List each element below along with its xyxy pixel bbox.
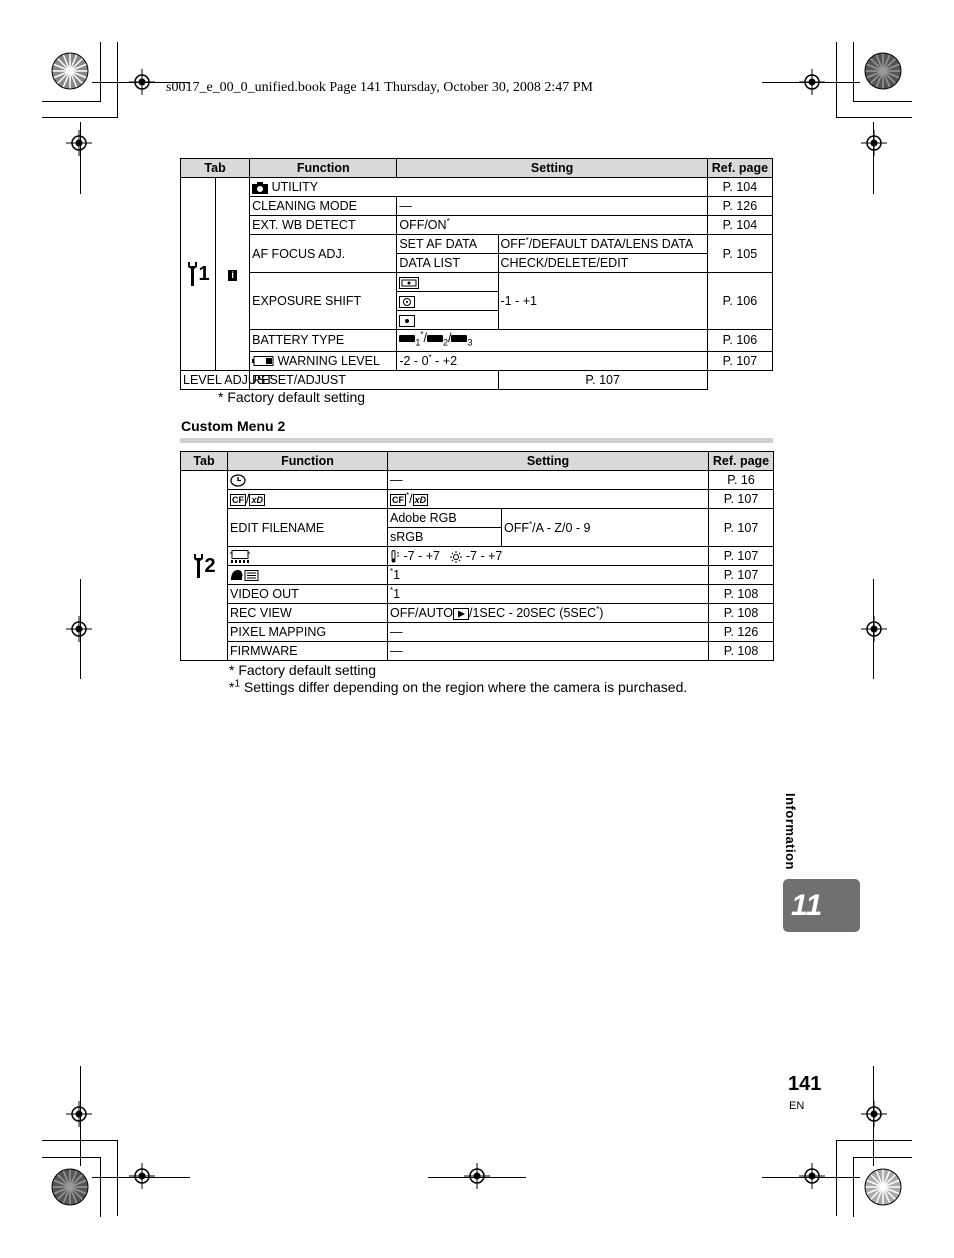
crop-mark	[42, 117, 118, 118]
setting-cell	[397, 216, 708, 235]
battery-warning-icon	[252, 356, 274, 366]
page-language: EN	[789, 1100, 805, 1112]
function-cell: REC VIEW	[228, 604, 388, 623]
section-rule	[180, 438, 773, 443]
default-asterisk: *	[390, 585, 394, 595]
sub-function-cell: SET AF DATA	[397, 235, 498, 254]
setting-text: -7 - +7	[465, 549, 503, 563]
registration-mark	[861, 130, 887, 156]
battery-icon	[427, 335, 443, 342]
sub-function-cell: sRGB	[388, 528, 502, 547]
sun-icon	[450, 551, 462, 563]
monitor-adjust-icon	[230, 550, 250, 563]
table-row	[181, 273, 773, 292]
battery-icon	[399, 335, 415, 342]
function-cell	[228, 566, 388, 585]
function-cell: PIXEL MAPPING	[228, 623, 388, 642]
default-asterisk: *	[406, 490, 410, 500]
wrench-icon	[192, 553, 204, 579]
registration-mark	[66, 1101, 92, 1127]
col-header-setting: Setting	[397, 159, 708, 178]
crop-mark	[836, 42, 837, 118]
default-asterisk: *	[390, 566, 394, 576]
function-cell: FIRMWARE	[228, 642, 388, 661]
xd-card-icon: xD	[251, 494, 263, 505]
crop-mark	[428, 1177, 526, 1178]
ref-page: P. 104	[707, 216, 772, 235]
info-icon: i	[228, 270, 237, 281]
camera-icon	[252, 182, 268, 194]
table-row	[181, 216, 773, 235]
center-weighted-metering-icon	[399, 296, 415, 308]
crop-mark	[836, 117, 912, 118]
ref-page: P. 108	[709, 642, 774, 661]
setting-text: /DEFAULT DATA/LENS DATA	[528, 237, 694, 251]
subtab-cell	[216, 178, 250, 371]
function-cell	[250, 351, 397, 370]
page-number: 141	[788, 1073, 822, 1095]
battery-sub: 1	[415, 337, 421, 348]
table-header-row	[181, 452, 774, 471]
function-text: WARNING LEVEL	[277, 353, 380, 368]
table-row	[181, 471, 774, 490]
registration-mark	[799, 1163, 825, 1189]
spot-metering-icon	[399, 315, 415, 327]
ref-page: P. 107	[709, 490, 774, 509]
footnote-mark: *	[229, 679, 235, 695]
crop-mark	[873, 1066, 874, 1166]
registration-mark	[66, 130, 92, 156]
ref-page: P. 16	[709, 471, 774, 490]
table-row	[181, 623, 774, 642]
language-icon	[230, 569, 260, 582]
registration-mark	[861, 616, 887, 642]
color-wheel-mark	[50, 1167, 90, 1207]
default-asterisk: *	[525, 235, 529, 245]
ref-page: P. 107	[709, 547, 774, 566]
setting-cell	[397, 351, 708, 370]
function-cell: EXT. WB DETECT	[250, 216, 397, 235]
setting-text: OFF/AUTO	[390, 606, 453, 620]
default-asterisk: *	[428, 352, 432, 362]
ref-page: P. 106	[707, 330, 772, 352]
crop-mark	[42, 101, 100, 102]
battery-sub: 2	[442, 337, 448, 348]
chapter-number: 11	[791, 888, 823, 922]
chapter-side-label: Information	[783, 793, 798, 870]
battery-sub: 3	[467, 337, 473, 348]
print-header: s0017_e_00_0_unified.book Page 141 Thursday, October 30, 2008 2:47 PM	[166, 80, 593, 95]
setting-cell: $_1$*/ $_2$/ $_3$	[397, 330, 708, 352]
registration-mark	[129, 1163, 155, 1189]
ref-page: P. 107	[498, 370, 707, 389]
cf-card-icon: CF	[392, 494, 404, 505]
setting-text: /1SEC - 20SEC (5SEC	[468, 606, 597, 620]
setting-text: )	[599, 606, 604, 620]
table-row	[181, 370, 773, 389]
col-header-setting: Setting	[388, 452, 709, 471]
function-cell: CLEANING MODE	[250, 197, 397, 216]
clock-icon	[230, 474, 246, 487]
col-header-tab: Tab	[181, 159, 250, 178]
thermometer-icon	[390, 550, 400, 563]
col-header-ref: Ref. page	[709, 452, 774, 471]
ref-page: P. 106	[707, 273, 772, 330]
tab-number: 1	[198, 262, 210, 285]
metering-center-cell	[397, 292, 498, 311]
ref-page: P. 108	[709, 585, 774, 604]
playback-icon	[453, 608, 469, 620]
default-asterisk: *	[596, 604, 600, 614]
esp-metering-icon	[399, 277, 419, 289]
default-asterisk: *	[420, 329, 424, 339]
table-row	[181, 642, 774, 661]
function-cell: EDIT FILENAME	[228, 509, 388, 547]
ref-page: P. 107	[707, 351, 772, 370]
crop-mark	[873, 122, 874, 194]
tab-cell	[181, 471, 228, 661]
sub-function-cell: Adobe RGB	[388, 509, 502, 528]
utility-function-cell	[250, 178, 708, 197]
function-cell	[228, 471, 388, 490]
cf-card-icon: CF	[232, 494, 244, 505]
crop-mark	[92, 1177, 190, 1178]
crop-mark	[853, 1157, 854, 1217]
chapter-tab	[783, 879, 860, 932]
color-wheel-mark	[50, 51, 90, 91]
crop-mark	[854, 1157, 912, 1158]
default-asterisk: *	[529, 519, 533, 529]
setting-text: OFF	[504, 520, 529, 535]
ref-page: P. 126	[709, 623, 774, 642]
col-header-function: Function	[228, 452, 388, 471]
ref-page: P. 107	[709, 509, 774, 547]
setting-cell	[502, 509, 709, 547]
footnote-text: Settings differ depending on the region where the camera is purchased.	[240, 679, 688, 695]
custom-menu-1-table	[180, 158, 773, 390]
metering-spot-cell	[397, 311, 498, 330]
function-cell: CF / xD	[228, 490, 388, 509]
ref-page: P. 105	[707, 235, 772, 273]
function-cell: AF FOCUS ADJ.	[250, 235, 397, 273]
setting-text: -7 - +7	[403, 549, 440, 563]
setting-text: OFF/ON	[399, 218, 447, 232]
table-row	[181, 490, 774, 509]
footnote-region	[229, 679, 687, 695]
setting-cell: RESET/ADJUST	[250, 370, 498, 389]
crop-mark	[853, 42, 854, 102]
col-header-ref: Ref. page	[707, 159, 772, 178]
setting-cell: CHECK/DELETE/EDIT	[498, 254, 707, 273]
setting-cell: —	[388, 623, 709, 642]
setting-text: 1	[393, 587, 401, 601]
metering-esp-cell	[397, 273, 498, 292]
crop-mark	[873, 579, 874, 679]
col-header-function: Function	[250, 159, 397, 178]
utility-label: UTILITY	[271, 180, 319, 194]
sub-function-cell: DATA LIST	[397, 254, 498, 273]
crop-mark	[836, 1140, 912, 1141]
crop-mark	[100, 42, 101, 102]
xd-card-icon: xD	[414, 494, 427, 505]
ref-page: P. 108	[709, 604, 774, 623]
section-title: Custom Menu 2	[181, 418, 286, 434]
function-cell: VIDEO OUT	[228, 585, 388, 604]
crop-mark	[854, 101, 912, 102]
table-row	[181, 178, 773, 197]
setting-cell: —	[397, 197, 708, 216]
table-header-row	[181, 159, 773, 178]
registration-mark	[66, 616, 92, 642]
table-row	[181, 351, 773, 370]
crop-mark	[42, 1157, 100, 1158]
color-wheel-mark	[863, 1167, 903, 1207]
table-row	[181, 547, 774, 566]
ref-page: P. 104	[707, 178, 772, 197]
crop-mark	[117, 1140, 118, 1216]
setting-cell: CF */ xD	[388, 490, 709, 509]
table-row	[181, 509, 774, 528]
crop-mark	[117, 42, 118, 118]
tab-number: 2	[204, 554, 216, 577]
crop-mark	[762, 82, 860, 83]
crop-mark	[762, 1177, 860, 1178]
setting-text: 1	[393, 568, 401, 582]
default-asterisk: *	[446, 216, 450, 226]
function-cell: EXPOSURE SHIFT	[250, 273, 397, 330]
crop-mark	[100, 1157, 101, 1217]
crop-mark	[80, 122, 81, 194]
tab-cell	[181, 178, 216, 371]
crop-mark	[80, 1066, 81, 1166]
setting-cell	[388, 585, 709, 604]
function-cell: BATTERY TYPE	[250, 330, 397, 352]
setting-cell	[388, 604, 709, 623]
setting-cell	[388, 547, 709, 566]
setting-text: - +2	[431, 353, 458, 368]
wrench-icon	[186, 261, 198, 287]
setting-cell	[498, 235, 707, 254]
custom-menu-2-table	[180, 451, 774, 661]
table-row	[181, 604, 774, 623]
setting-cell: —	[388, 642, 709, 661]
footnote-default: * Factory default setting	[218, 389, 366, 405]
registration-mark	[861, 1101, 887, 1127]
battery-icon	[451, 335, 467, 342]
footnote-sup: 1	[234, 678, 241, 690]
setting-text: /A - Z/0 - 9	[532, 520, 591, 535]
col-header-tab: Tab	[181, 452, 228, 471]
setting-cell: -1 - +1	[498, 273, 707, 330]
registration-mark	[464, 1163, 490, 1189]
setting-cell	[388, 566, 709, 585]
setting-text: OFF	[500, 237, 526, 251]
setting-cell: —	[388, 471, 709, 490]
table-row	[181, 585, 774, 604]
setting-text: -2 - 0	[399, 353, 429, 368]
table-row	[181, 197, 773, 216]
ref-page: P. 107	[709, 566, 774, 585]
crop-mark	[836, 1140, 837, 1216]
table-row	[181, 235, 773, 254]
table-row	[181, 330, 773, 352]
footnote-default: * Factory default setting	[229, 662, 377, 678]
color-wheel-mark	[863, 51, 903, 91]
crop-mark	[80, 579, 81, 679]
ref-page: P. 126	[707, 197, 772, 216]
function-cell	[228, 547, 388, 566]
table-row	[181, 566, 774, 585]
function-cell: LEVEL ADJUST	[181, 370, 250, 389]
